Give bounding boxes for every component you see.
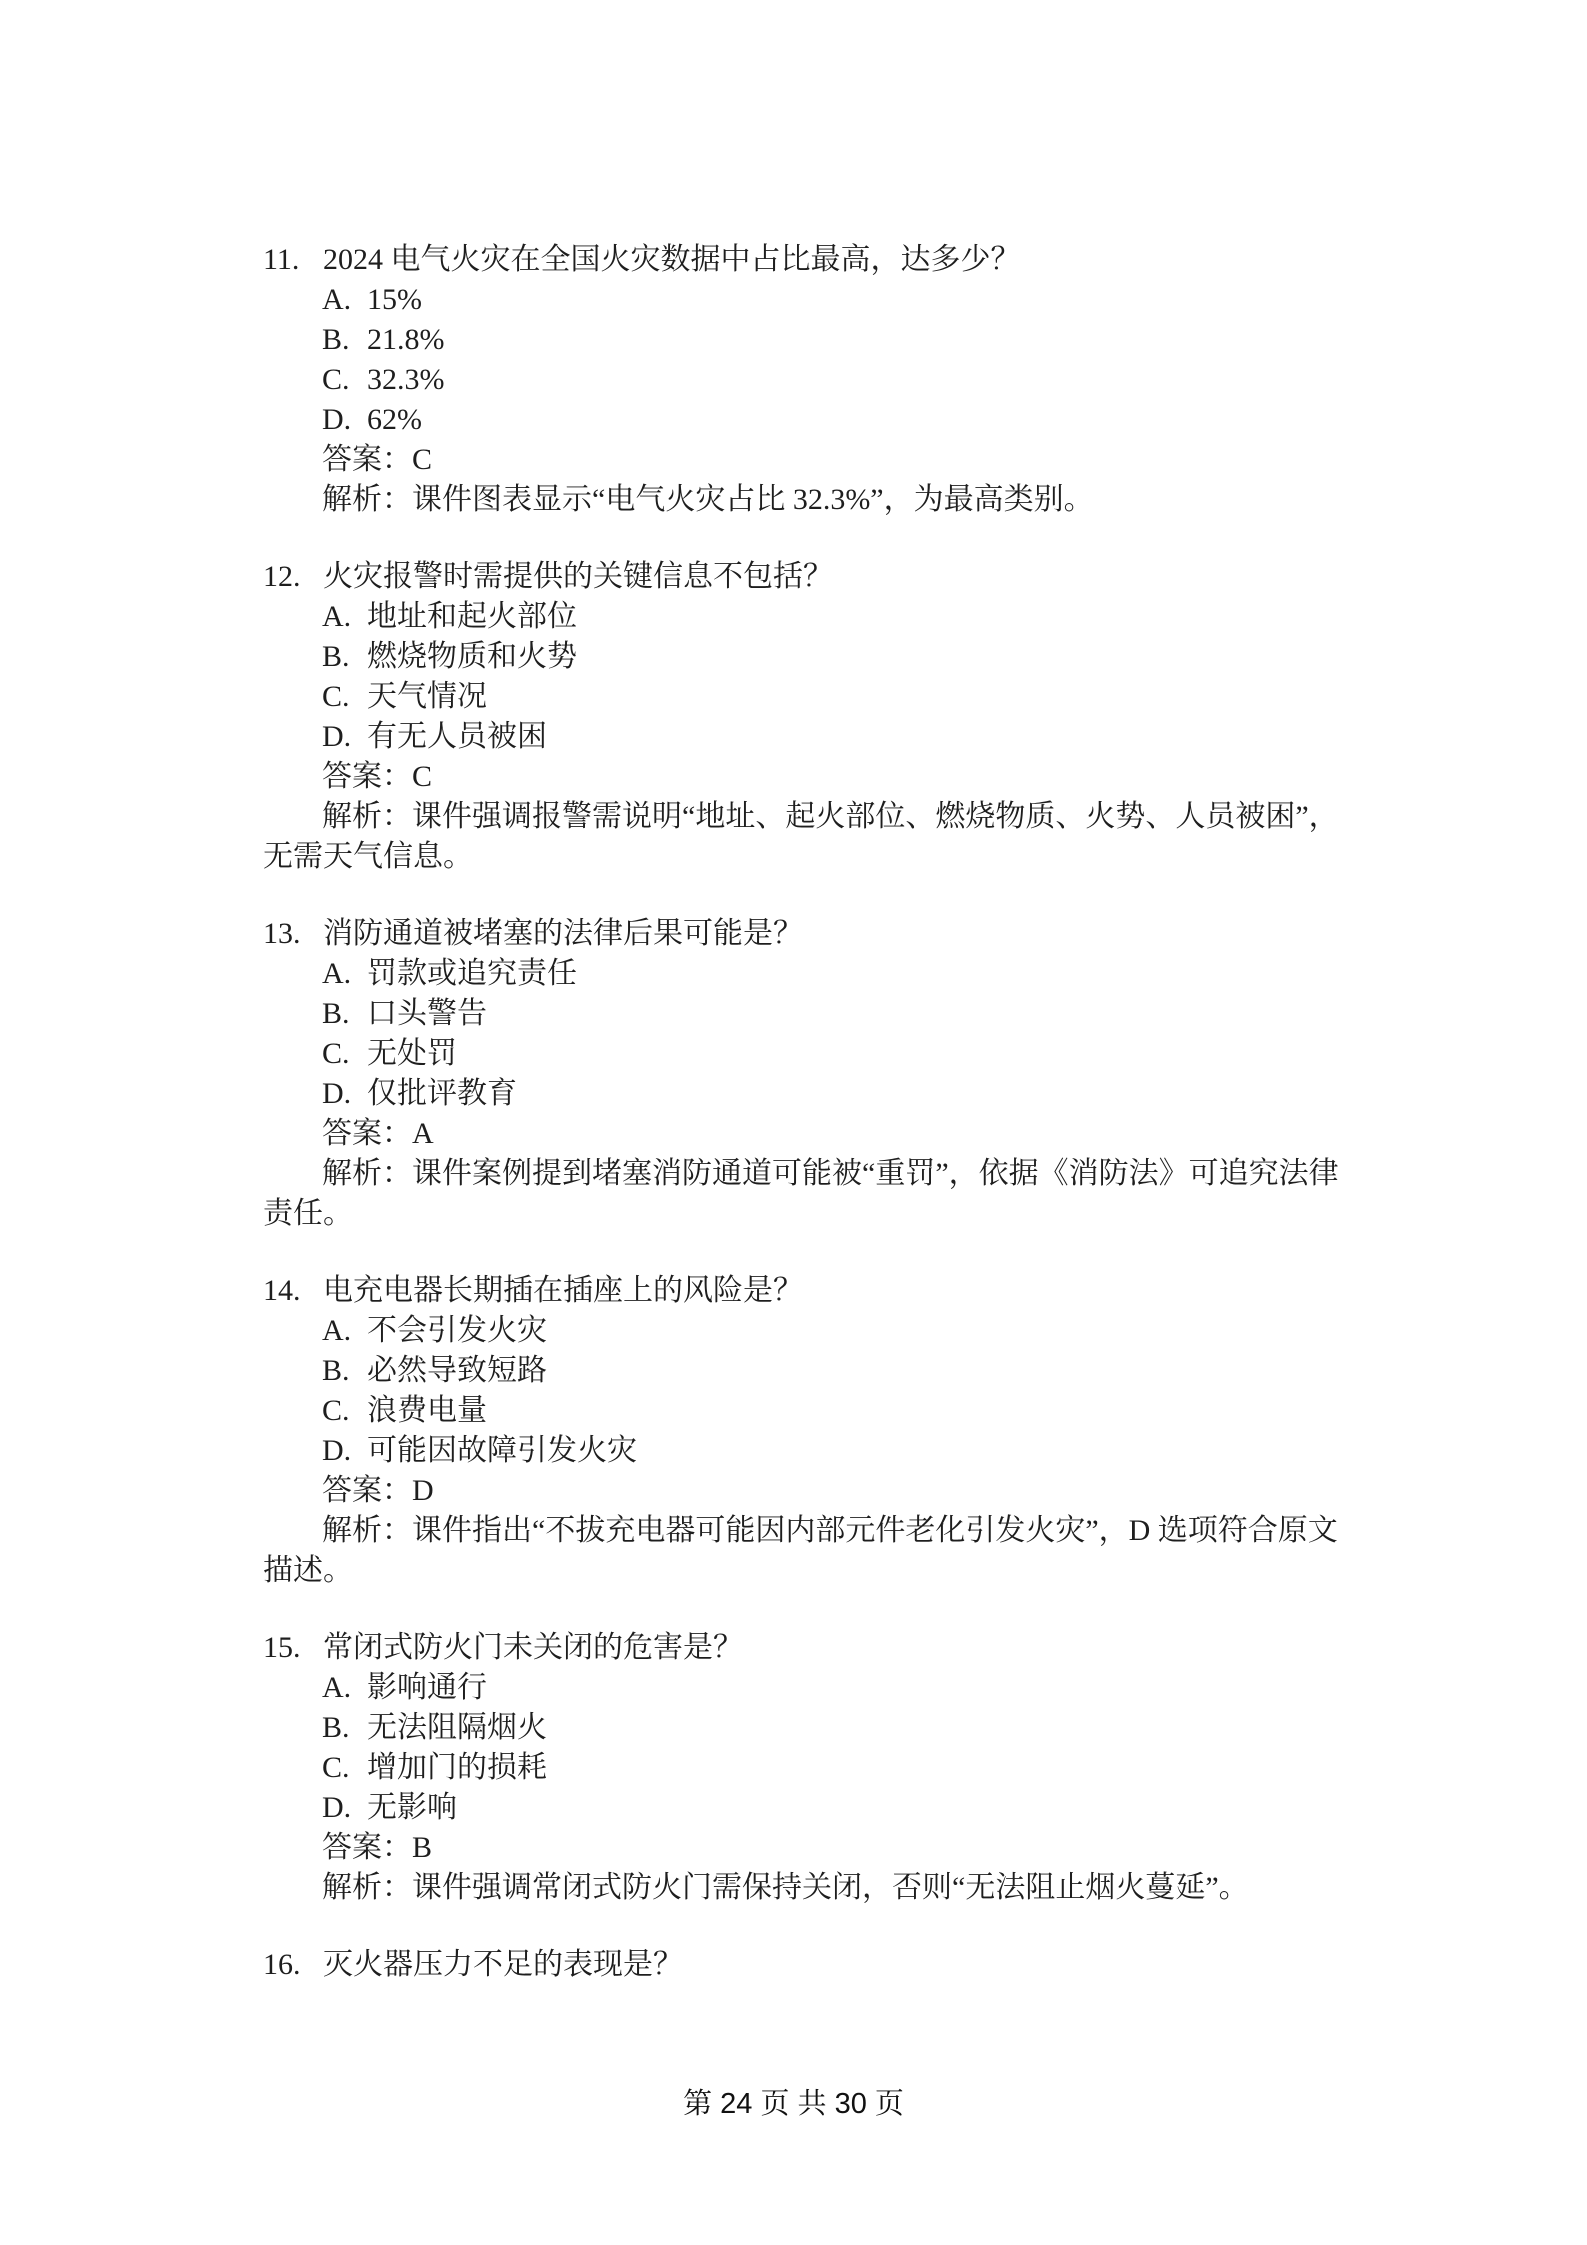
answer-label: 答案：: [322, 443, 412, 476]
page-number-text: 第 24 页 共 30 页: [683, 2088, 904, 2120]
option-text: 无处罚: [367, 1037, 457, 1070]
analysis-text: 课件强调报警需说明“地址、起火部位、燃烧物质、火势、人员被困”，无需天气信息。: [263, 800, 1339, 873]
option-row: [322, 717, 1343, 757]
option-row: [322, 994, 1343, 1034]
answer-label: 答案：: [322, 1117, 412, 1150]
question-title: 常闭式防火门未关闭的危害是？: [323, 1631, 743, 1664]
answer-value: A: [412, 1117, 434, 1150]
options-list: [263, 597, 1343, 757]
options-list: [263, 280, 1343, 440]
option-text: 影响通行: [367, 1671, 487, 1704]
question-block: [263, 1945, 1343, 1985]
option-text: 21.8%: [367, 323, 445, 356]
options-list: [263, 1668, 1343, 1828]
option-label: C.: [322, 680, 350, 713]
option-text: 可能因故障引发火灾: [367, 1434, 637, 1467]
option-label: D.: [322, 720, 352, 753]
answer-label: 答案：: [322, 760, 412, 793]
answer-row: [322, 1471, 1343, 1511]
option-row: [322, 637, 1343, 677]
option-label: A.: [322, 600, 352, 633]
option-label: D.: [322, 1434, 352, 1467]
option-text: 32.3%: [367, 363, 445, 396]
answer-row: [322, 1114, 1343, 1154]
answer-label: 答案：: [322, 1474, 412, 1507]
answer-value: D: [412, 1474, 434, 1507]
analysis-row: [263, 1154, 1343, 1234]
option-label: A.: [322, 283, 352, 316]
option-label: A.: [322, 1314, 352, 1347]
question-title-line: [263, 1945, 1343, 1985]
question-number: 12.: [263, 560, 301, 593]
question-title-line: [263, 1628, 1343, 1668]
option-text: 不会引发火灾: [367, 1314, 547, 1347]
question-number: 14.: [263, 1274, 301, 1307]
option-row: [322, 1391, 1343, 1431]
analysis-text: 课件强调常闭式防火门需保持关闭，否则“无法阻止烟火蔓延”。: [412, 1871, 1249, 1904]
analysis-label: 解析：: [322, 1514, 412, 1547]
option-label: A.: [322, 957, 352, 990]
analysis-row: [263, 480, 1343, 520]
option-row: [322, 1708, 1343, 1748]
option-text: 增加门的损耗: [367, 1751, 547, 1784]
analysis-label: 解析：: [322, 1871, 412, 1904]
options-list: [263, 1311, 1343, 1471]
question-block: [263, 557, 1343, 877]
option-row: [322, 1311, 1343, 1351]
question-title: 消防通道被堵塞的法律后果可能是？: [323, 917, 803, 950]
analysis-row: [263, 1868, 1343, 1908]
option-text: 地址和起火部位: [367, 600, 577, 633]
questions-list: [263, 240, 1343, 1985]
option-label: B.: [322, 640, 350, 673]
answer-row: [322, 757, 1343, 797]
question-title: 火灾报警时需提供的关键信息不包括？: [323, 560, 833, 593]
question-title-line: [263, 240, 1343, 280]
option-label: C.: [322, 363, 350, 396]
option-row: [322, 677, 1343, 717]
option-label: B.: [322, 323, 350, 356]
option-label: B.: [322, 1354, 350, 1387]
option-text: 口头警告: [367, 997, 487, 1030]
question-block: [263, 1271, 1343, 1591]
question-title-line: [263, 914, 1343, 954]
analysis-row: [263, 1511, 1343, 1591]
answer-label: 答案：: [322, 1831, 412, 1864]
option-label: A.: [322, 1671, 352, 1704]
question-title-line: [263, 1271, 1343, 1311]
answer-row: [322, 1828, 1343, 1868]
answer-value: C: [412, 443, 433, 476]
option-row: [322, 360, 1343, 400]
analysis-label: 解析：: [322, 483, 412, 516]
question-title: 2024 电气火灾在全国火灾数据中占比最高，达多少？: [323, 243, 1021, 276]
option-text: 天气情况: [367, 680, 487, 713]
option-row: [322, 1668, 1343, 1708]
option-row: [322, 280, 1343, 320]
option-row: [322, 1074, 1343, 1114]
option-text: 必然导致短路: [367, 1354, 547, 1387]
option-row: [322, 597, 1343, 637]
option-label: D.: [322, 1077, 352, 1110]
option-text: 有无人员被困: [367, 720, 547, 753]
option-text: 无法阻隔烟火: [367, 1711, 547, 1744]
option-label: B.: [322, 997, 350, 1030]
option-row: [322, 400, 1343, 440]
question-title: 灭火器压力不足的表现是？: [323, 1948, 683, 1981]
analysis-text: 课件指出“不拔充电器可能因内部元件老化引发火灾”，D 选项符合原文描述。: [263, 1514, 1338, 1587]
option-text: 仅批评教育: [367, 1077, 517, 1110]
option-row: [322, 1034, 1343, 1074]
question-number: 15.: [263, 1631, 301, 1664]
option-label: B.: [322, 1711, 350, 1744]
answer-value: B: [412, 1831, 433, 1864]
option-label: C.: [322, 1394, 350, 1427]
question-title-line: [263, 557, 1343, 597]
question-number: 11.: [263, 243, 300, 276]
page-footer: [0, 2086, 1587, 2122]
option-text: 罚款或追究责任: [367, 957, 577, 990]
answer-row: [322, 440, 1343, 480]
option-row: [322, 954, 1343, 994]
option-row: [322, 1788, 1343, 1828]
option-row: [322, 320, 1343, 360]
option-label: C.: [322, 1751, 350, 1784]
option-row: [322, 1431, 1343, 1471]
option-text: 无影响: [367, 1791, 457, 1824]
option-label: C.: [322, 1037, 350, 1070]
question-block: [263, 914, 1343, 1234]
option-row: [322, 1748, 1343, 1788]
question-block: [263, 240, 1343, 520]
option-text: 62%: [367, 403, 422, 436]
option-text: 15%: [367, 283, 422, 316]
question-title: 电充电器长期插在插座上的风险是？: [323, 1274, 803, 1307]
option-row: [322, 1351, 1343, 1391]
analysis-label: 解析：: [322, 800, 412, 833]
option-label: D.: [322, 403, 352, 436]
analysis-label: 解析：: [322, 1157, 412, 1190]
option-label: D.: [322, 1791, 352, 1824]
analysis-row: [263, 797, 1343, 877]
question-number: 16.: [263, 1948, 301, 1981]
analysis-text: 课件图表显示“电气火灾占比 32.3%”，为最高类别。: [412, 483, 1094, 516]
option-text: 浪费电量: [367, 1394, 487, 1427]
answer-value: C: [412, 760, 433, 793]
question-block: [263, 1628, 1343, 1908]
options-list: [263, 954, 1343, 1114]
analysis-text: 课件案例提到堵塞消防通道可能被“重罚”，依据《消防法》可追究法律责任。: [263, 1157, 1339, 1230]
question-number: 13.: [263, 917, 301, 950]
option-text: 燃烧物质和火势: [367, 640, 577, 673]
